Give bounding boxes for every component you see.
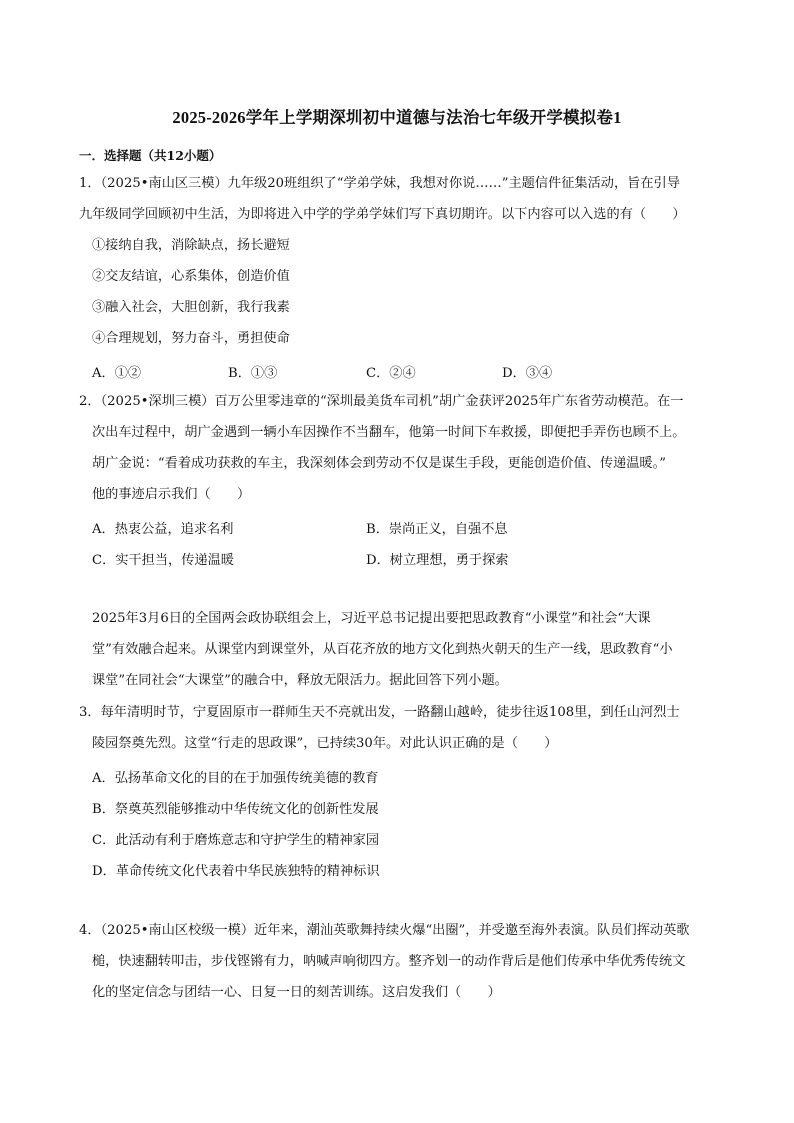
- q1-option-d[interactable]: D．③④: [502, 366, 553, 381]
- q2-option-b[interactable]: B．崇尚正义，自强不息: [366, 522, 508, 537]
- q3-option-c[interactable]: C．此活动有利于磨炼意志和守护学生的精神家园: [92, 833, 380, 848]
- q2-option-d[interactable]: D．树立理想，勇于探索: [366, 553, 509, 568]
- q1-item-1: ①接纳自我，消除缺点，扬长避短: [92, 238, 290, 253]
- section-heading: 一．选择题（共12小题）: [79, 148, 222, 163]
- q3-option-b[interactable]: B．祭奠英烈能够推动中华传统文化的创新性发展: [92, 802, 379, 817]
- q1-item-2: ②交友结谊，心系集体，创造价值: [92, 269, 290, 284]
- q1-stem-line1: 1．（2025•南山区三模）九年级20班组织了“学弟学妹，我想对你说……”主题信件征集活动，旨在引导: [79, 176, 680, 191]
- q2-stem-line4: 他的事迹启示我们（ ）: [92, 487, 251, 502]
- q2-option-c[interactable]: C．实干担当，传递温暖: [92, 553, 234, 568]
- q2-stem-line2: 次出车过程中，胡广金遇到一辆小车因操作不当翻车，他第一时间下车救援，即便把手弄伤也顾不上。: [92, 425, 686, 440]
- q2-option-a[interactable]: A．热衷公益，追求名利: [92, 522, 234, 537]
- q1-option-b[interactable]: B．①③: [228, 366, 278, 381]
- q4-stem-line2: 槌，快速翻转叩击，步伐铿锵有力，呐喊声响彻四方。整齐划一的动作背后是他们传承中华优秀传统文: [92, 954, 686, 969]
- q1-item-3: ③融入社会，大胆创新，我行我素: [92, 300, 290, 315]
- q1-item-4: ④合理规划，努力奋斗，勇担使命: [92, 331, 290, 346]
- q3-stem-line1: 3．每年清明时节，宁夏固原市一群师生天不亮就出发，一路翻山越岭，徒步往返108里，到任山河烈士: [79, 705, 680, 720]
- q3-option-d[interactable]: D．革命传统文化代表着中华民族独特的精神标识: [92, 864, 380, 879]
- q2-stem-line1: 2．（2025•深圳三模）百万公里零违章的“深圳最美货车司机”胡广金获评2025年广东省劳动模范。在一: [79, 394, 684, 409]
- q4-stem-line3: 化的坚定信念与团结一心、日复一日的刻苦训练。这启发我们（ ）: [92, 985, 501, 1000]
- passage-line1: 2025年3月6日的全国两会政协联组会上，习近平总书记提出要把思政教育“小课堂”和社会“大课: [92, 611, 651, 626]
- q3-option-a[interactable]: A．弘扬革命文化的目的在于加强传统美德的教育: [92, 771, 379, 786]
- q3-stem-line2: 陵园祭奠先烈。这堂“行走的思政课”，已持续30年。对此认识正确的是（ ）: [92, 736, 558, 751]
- passage-line3: 课堂”在同社会“大课堂”的融合中，释放无限活力。据此回答下列小题。: [92, 673, 508, 688]
- q1-option-a[interactable]: A．①②: [92, 366, 142, 381]
- page-title: 2025-2026学年上学期深圳初中道德与法治七年级开学模拟卷1: [172, 108, 622, 127]
- q4-stem-line1: 4．（2025•南山区校级一模）近年来，潮汕英歌舞持续火爆“出圈”，并受邀至海外表演。队员们挥动英歌: [79, 923, 690, 938]
- q1-option-c[interactable]: C．②④: [366, 366, 416, 381]
- q2-stem-line3: 胡广金说：“看着成功获救的车主，我深刻体会到劳动不仅是谋生手段，更能创造价值、传递温暖。”: [92, 456, 666, 471]
- passage-line2: 堂”有效融合起来。从课堂内到课堂外，从百花齐放的地方文化到热火朝天的生产一线，思政教育“小: [92, 642, 673, 657]
- q1-stem-line2: 九年级同学回顾初中生活，为即将进入中学的学弟学妹们写下真切期许。以下内容可以入选的有（ ）: [79, 207, 686, 222]
